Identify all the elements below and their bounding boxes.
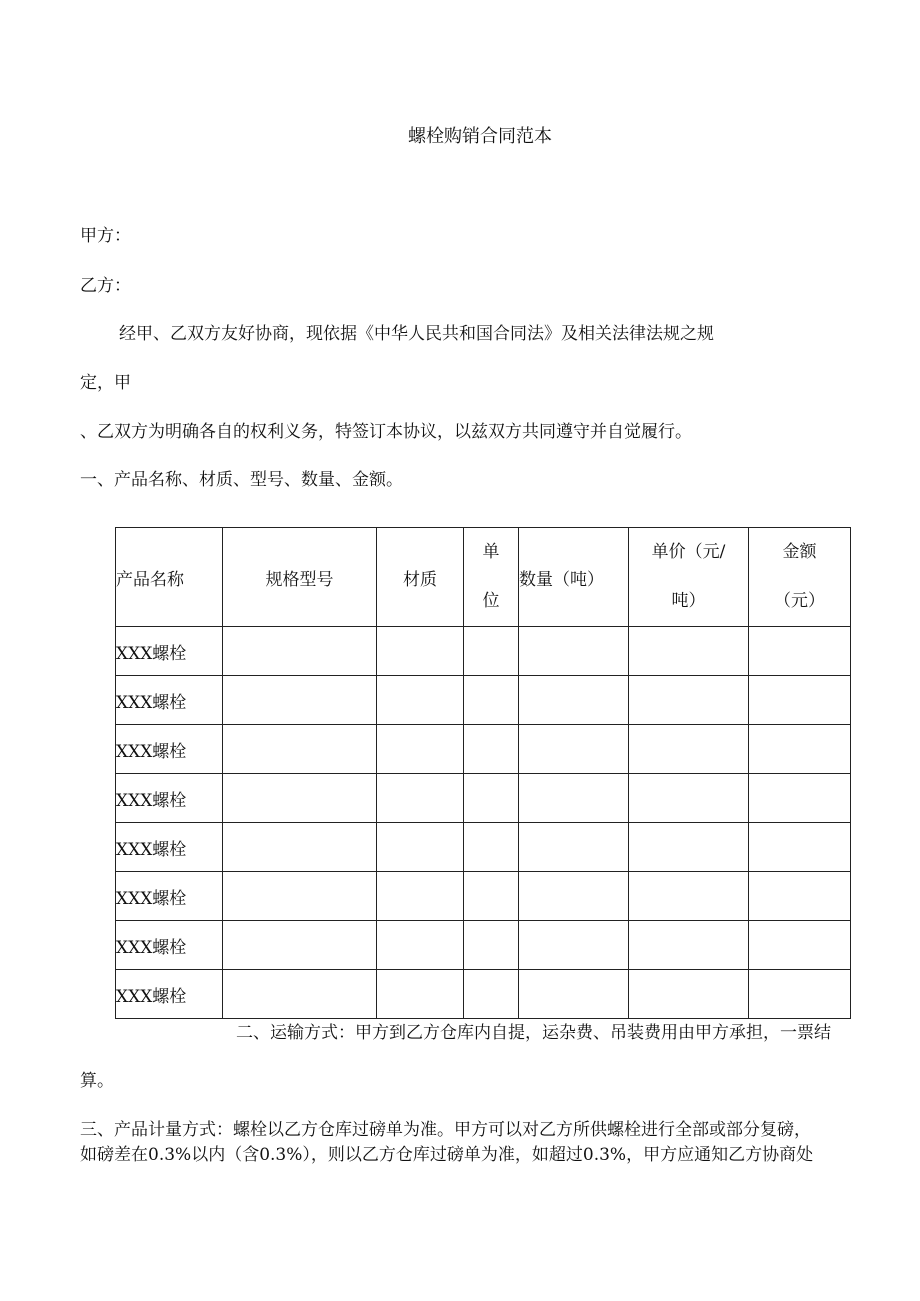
intro-paragraph-line-3: 、乙双方为明确各自的权利义务，特签订本协议，以兹双方共同遵守并自觉履行。 — [80, 422, 692, 442]
row-amount-cell — [749, 872, 851, 921]
party-a-label: 甲方： — [80, 226, 131, 246]
row-spec-cell — [223, 774, 377, 823]
row-unit-cell — [464, 627, 519, 676]
row-spec-cell — [223, 921, 377, 970]
row-unit-cell — [464, 823, 519, 872]
row-spec-cell — [223, 676, 377, 725]
row-amount-cell — [749, 921, 851, 970]
row-amount-cell — [749, 774, 851, 823]
row-product-name: XXX螺栓 — [116, 823, 223, 872]
row-material-cell — [377, 921, 464, 970]
row-unit-cell — [464, 872, 519, 921]
row-spec-cell — [223, 725, 377, 774]
row-quantity-cell — [519, 774, 629, 823]
row-material-cell — [377, 627, 464, 676]
row-product-name: XXX螺栓 — [116, 921, 223, 970]
row-amount-cell — [749, 823, 851, 872]
row-material-cell — [377, 970, 464, 1019]
row-amount-cell — [749, 676, 851, 725]
row-quantity-cell — [519, 921, 629, 970]
row-unit-cell — [464, 725, 519, 774]
table-row — [116, 970, 851, 1019]
intro-paragraph-line-1: 经甲、乙双方友好协商，现依据《中华人民共和国合同法》及相关法律法规之规 — [119, 324, 714, 344]
table-row — [116, 676, 851, 725]
section-2-line-1: 二、运输方式：甲方到乙方仓库内自提，运杂费、吊装费用由甲方承担，一票结 — [236, 1023, 831, 1043]
table-header-row — [116, 528, 851, 627]
intro-paragraph-line-2: 定，甲 — [80, 373, 131, 393]
section-3-line-2: 如磅差在0.3%以内（含0.3%），则以乙方仓库过磅单为准，如超过0.3%，甲方应通知乙方协商处 — [80, 1145, 814, 1165]
row-quantity-cell — [519, 872, 629, 921]
row-material-cell — [377, 676, 464, 725]
row-product-name: XXX螺栓 — [116, 970, 223, 1019]
header-unit-line-2: 位 — [482, 591, 500, 611]
section-1-heading: 一、产品名称、材质、型号、数量、金额。 — [80, 470, 403, 490]
table-row — [116, 872, 851, 921]
row-price-cell — [629, 627, 749, 676]
row-price-cell — [629, 970, 749, 1019]
header-amount — [749, 528, 851, 627]
header-spec-model: 规格型号 — [223, 528, 377, 627]
row-price-cell — [629, 823, 749, 872]
row-quantity-cell — [519, 676, 629, 725]
row-material-cell — [377, 823, 464, 872]
row-spec-cell — [223, 970, 377, 1019]
row-unit-cell — [464, 921, 519, 970]
row-price-cell — [629, 872, 749, 921]
header-quantity: 数量（吨） — [519, 528, 629, 627]
row-quantity-cell — [519, 970, 629, 1019]
row-product-name: XXX螺栓 — [116, 725, 223, 774]
row-product-name: XXX螺栓 — [116, 676, 223, 725]
row-price-cell — [629, 921, 749, 970]
header-unit-price-line-1: 单价（元/ — [651, 542, 726, 562]
row-price-cell — [629, 774, 749, 823]
row-unit-cell — [464, 774, 519, 823]
table-row — [116, 627, 851, 676]
section-2-line-2: 算。 — [80, 1071, 114, 1091]
row-product-name: XXX螺栓 — [116, 627, 223, 676]
row-spec-cell — [223, 823, 377, 872]
row-unit-cell — [464, 676, 519, 725]
row-unit-cell — [464, 970, 519, 1019]
product-table — [115, 527, 851, 1019]
header-amount-line-2: （元） — [774, 591, 825, 611]
row-material-cell — [377, 725, 464, 774]
row-material-cell — [377, 774, 464, 823]
header-material: 材质 — [377, 528, 464, 627]
header-unit — [464, 528, 519, 627]
row-product-name: XXX螺栓 — [116, 774, 223, 823]
table-row — [116, 921, 851, 970]
row-quantity-cell — [519, 823, 629, 872]
row-amount-cell — [749, 725, 851, 774]
header-unit-line-1: 单 — [482, 542, 500, 562]
row-spec-cell — [223, 872, 377, 921]
header-amount-line-1: 金额 — [782, 542, 817, 562]
party-b-label: 乙方： — [80, 276, 131, 296]
section-3-line-1: 三、产品计量方式：螺栓以乙方仓库过磅单为准。甲方可以对乙方所供螺栓进行全部或部分复磅， — [80, 1120, 811, 1140]
table-row — [116, 774, 851, 823]
table-row — [116, 823, 851, 872]
row-price-cell — [629, 676, 749, 725]
row-amount-cell — [749, 627, 851, 676]
header-unit-price-line-2: 吨） — [671, 591, 706, 611]
document-title: 螺栓购销合同范本 — [408, 126, 552, 147]
row-material-cell — [377, 872, 464, 921]
row-price-cell — [629, 725, 749, 774]
row-amount-cell — [749, 970, 851, 1019]
header-product-name: 产品名称 — [116, 528, 223, 627]
row-quantity-cell — [519, 725, 629, 774]
row-product-name: XXX螺栓 — [116, 872, 223, 921]
table-row — [116, 725, 851, 774]
row-quantity-cell — [519, 627, 629, 676]
row-spec-cell — [223, 627, 377, 676]
header-unit-price — [629, 528, 749, 627]
